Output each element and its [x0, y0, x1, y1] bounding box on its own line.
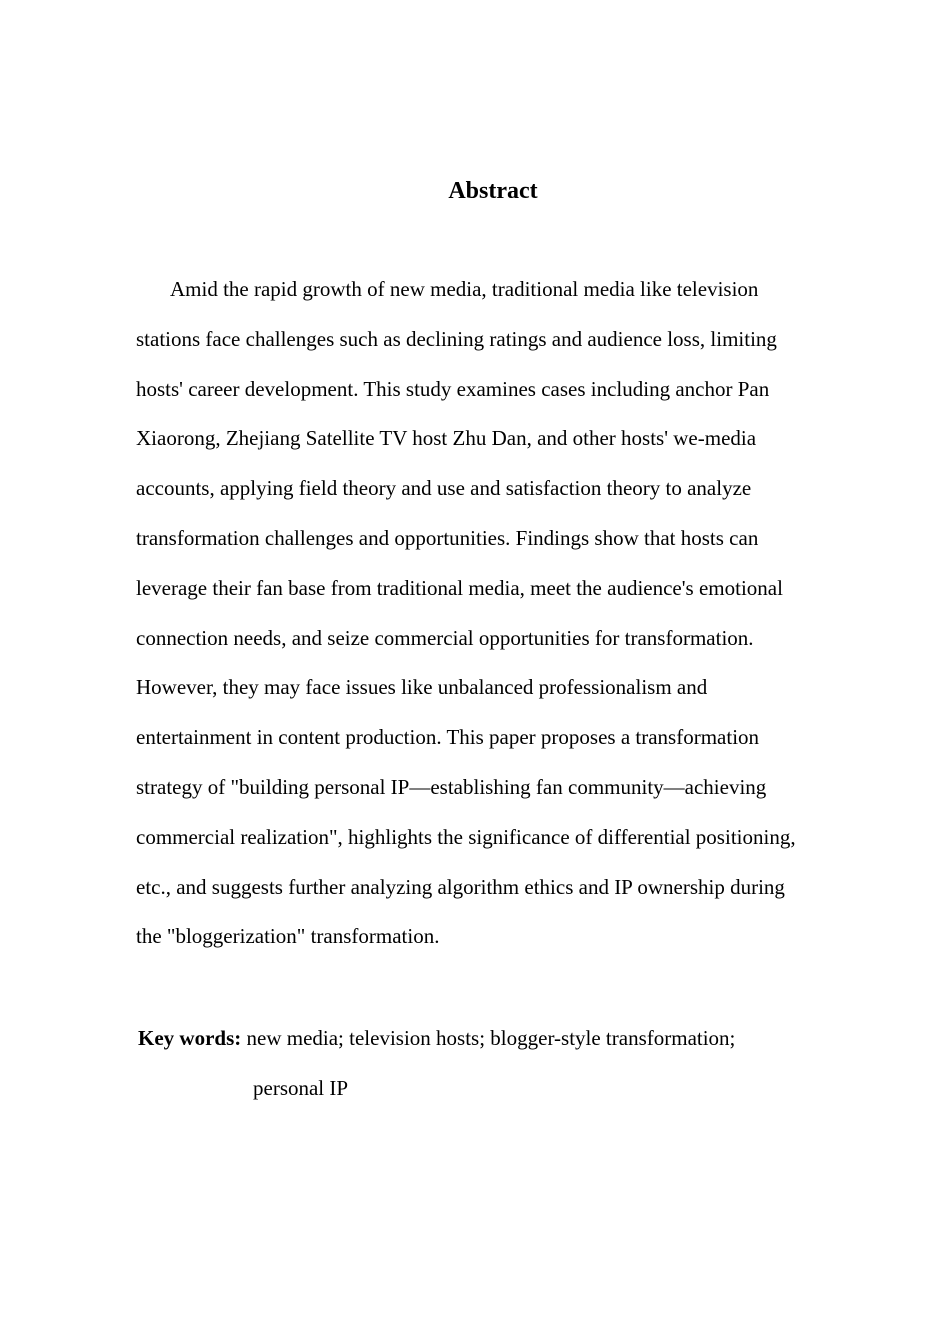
abstract-line: stations face challenges such as declining ratings and audience loss, limiting [136, 326, 777, 351]
abstract-line: etc., and suggests further analyzing algorithm ethics and IP ownership during [136, 874, 785, 899]
keywords-text: new media; television hosts; blogger-style transformation; [246, 1026, 736, 1050]
keywords-label: Key words: [138, 1026, 242, 1050]
abstract-line: commercial realization", highlights the significance of differential positioning, [136, 824, 796, 849]
abstract-line: the "bloggerization" transformation. [136, 924, 440, 949]
abstract-line: leverage their fan base from traditional media, meet the audience's emotional [136, 575, 783, 600]
abstract-line: However, they may face issues like unbalanced professionalism and [136, 675, 708, 700]
abstract-line: Amid the rapid growth of new media, traditional media like television [170, 277, 759, 301]
abstract-line: connection needs, and seize commercial opportunities for transformation. [136, 625, 754, 650]
abstract-line: strategy of "building personal IP—establishing fan community—achieving [136, 774, 767, 799]
keywords-line-1 [138, 1013, 838, 1063]
abstract-body [136, 265, 842, 962]
keywords-section [138, 1013, 838, 1113]
abstract-line: accounts, applying field theory and use and satisfaction theory to analyze [136, 476, 752, 501]
keywords-line-2: personal IP [253, 1076, 349, 1100]
abstract-line: transformation challenges and opportunities. Findings show that hosts can [136, 525, 759, 550]
abstract-line: entertainment in content production. This paper proposes a transformation [136, 725, 760, 750]
abstract-title: Abstract [448, 178, 538, 204]
abstract-line: Xiaorong, Zhejiang Satellite TV host Zhu Dan, and other hosts' we-media [136, 426, 757, 451]
abstract-line: hosts' career development. This study examines cases including anchor Pan [136, 376, 770, 401]
